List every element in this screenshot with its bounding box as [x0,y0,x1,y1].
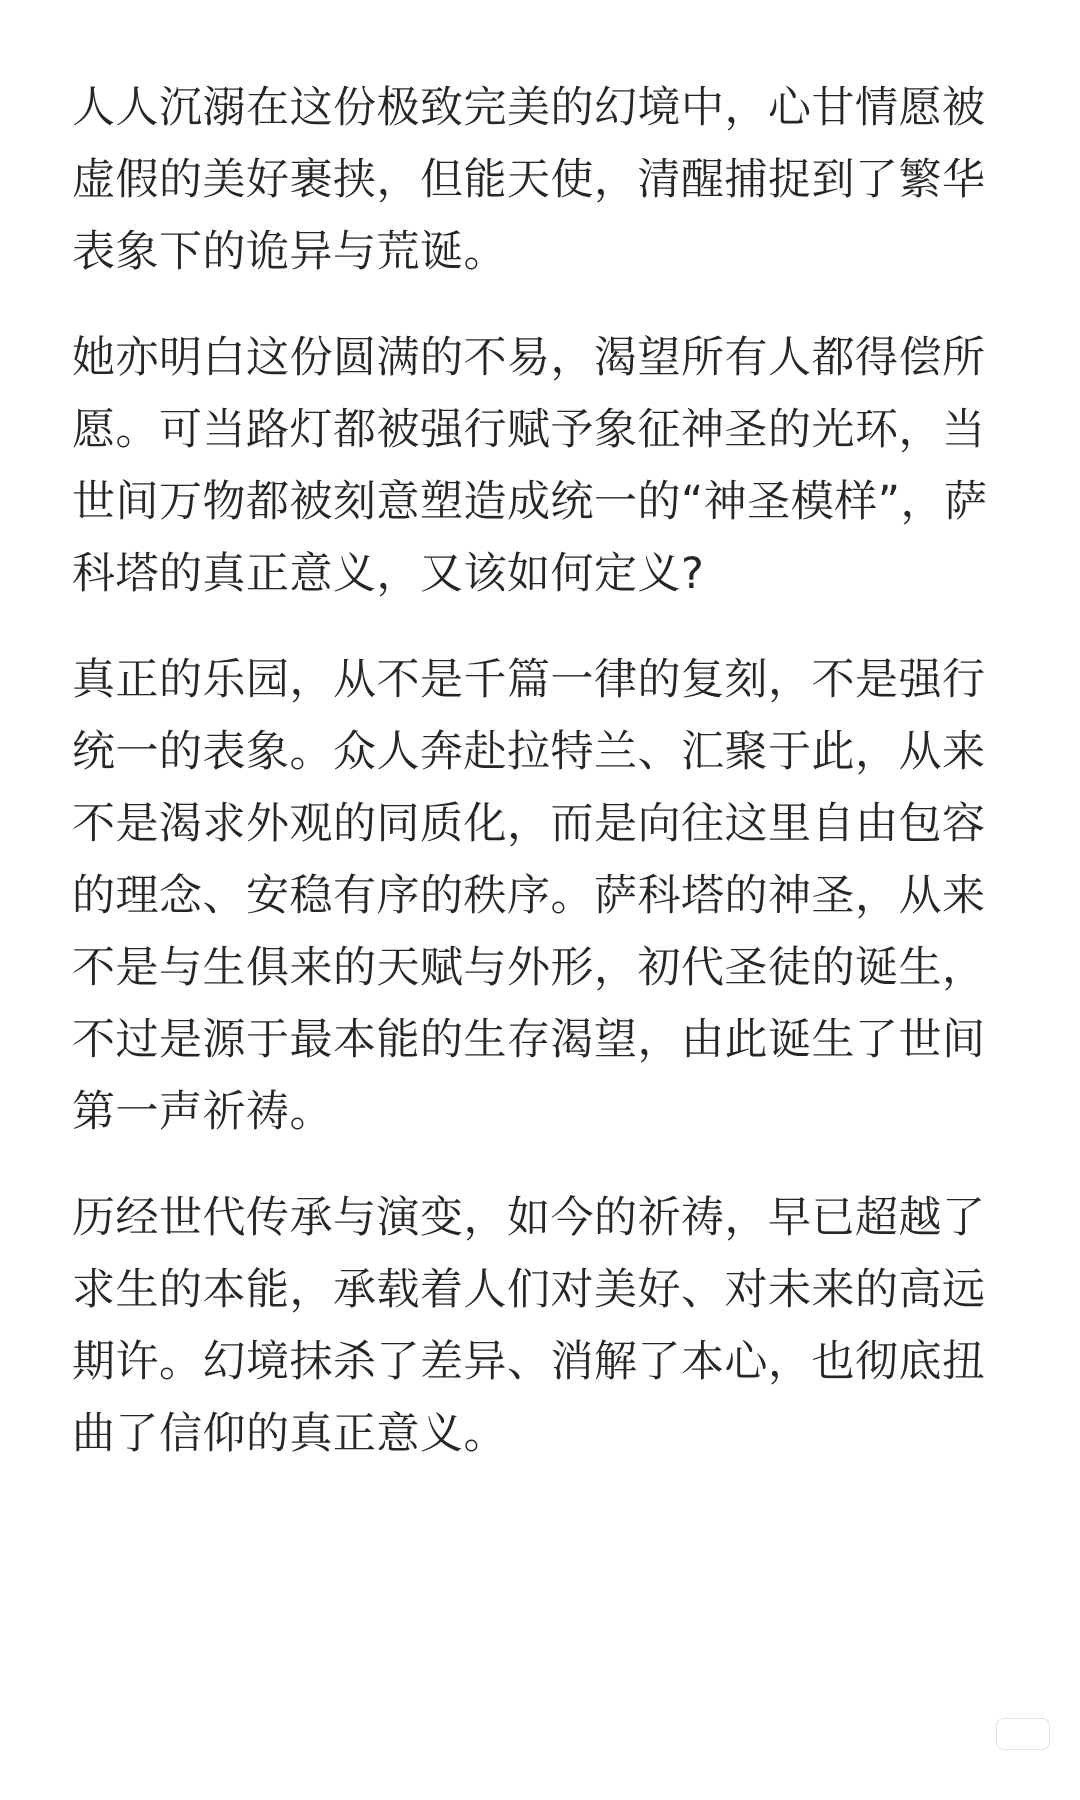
paragraph-2: 她亦明白这份圆满的不易，渴望所有人都得偿所愿。可当路灯都被强行赋予象征神圣的光环，当世间万物都被刻意塑造成统一的“神圣模样”，萨科塔的真正意义，又该如何定义? [72,333,988,599]
watermark-logo-icon [996,1718,1050,1750]
paragraph-3: 真正的乐园，从不是千篇一律的复刻，不是强行统一的表象。众人奔赴拉特兰、汇聚于此，从来不是渴求外观的同质化，而是向往这里自由包容的理念、安稳有序的秩序。萨科塔的神圣，从来不是与生俱来的天赋与外形，初代圣徒的诞生，不过是源于最本能的生存渴望，由此诞生了世间第一声祈祷。 [72,655,986,1137]
paragraph-1: 人人沉溺在这份极致完美的幻境中，心甘情愿被虚假的美好裹挟，但能天使，清醒捕捉到了繁华表象下的诡异与荒诞。 [72,83,986,277]
article-body [72,72,1008,1504]
paragraph-4: 历经世代传承与演变，如今的祈祷，早已超越了求生的本能，承载着人们对美好、对未来的高远期许。幻境抹杀了差异、消解了本心，也彻底扭曲了信仰的真正意义。 [72,1193,986,1459]
